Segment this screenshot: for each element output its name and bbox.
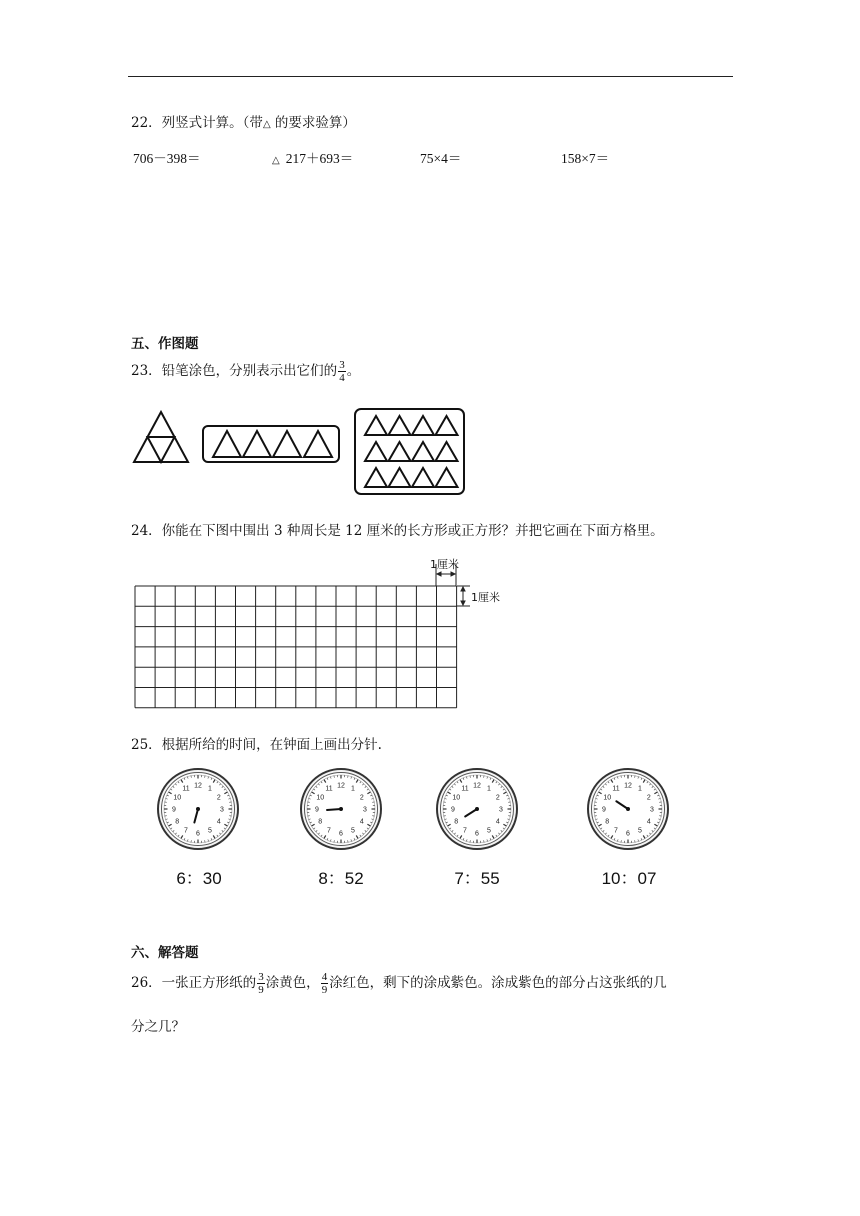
clock-center <box>339 807 343 811</box>
clock-face-4[interactable] <box>583 764 673 854</box>
check-mark-icon: △ <box>272 155 280 166</box>
clock-number: 9 <box>172 806 176 814</box>
clock-face-3[interactable] <box>432 764 522 854</box>
cm-label-vertical: 1厘米 <box>471 591 500 604</box>
clock-number: 3 <box>363 806 367 814</box>
clock-number: 5 <box>351 827 355 835</box>
clock-number: 9 <box>451 806 455 814</box>
clock-number: 3 <box>499 806 503 814</box>
clock-number: 11 <box>461 785 469 793</box>
clock-label-2: 8：52 <box>318 869 364 888</box>
small-triangle[interactable] <box>412 416 434 435</box>
clock-number: 12 <box>337 782 345 790</box>
section-6-title: 六、解答题 <box>131 945 199 961</box>
cm-marker-vertical <box>457 586 470 606</box>
expression-1: 706－398＝ <box>133 151 201 166</box>
clock-number: 4 <box>359 818 364 826</box>
clock-number: 5 <box>208 827 212 835</box>
clock-number: 3 <box>220 806 224 814</box>
expression-4: 158×7＝ <box>561 151 610 166</box>
small-triangle[interactable] <box>436 416 458 435</box>
small-triangle[interactable] <box>389 468 411 487</box>
question-23-title: 23．铅笔涂色，分别表示出它们的 $\frac{3}{4}$ 。 <box>131 359 361 384</box>
clock-face-2[interactable] <box>296 764 386 854</box>
clock-number: 1 <box>351 785 355 793</box>
q23-figures <box>130 405 470 500</box>
clock-center <box>196 807 200 811</box>
clock-number: 12 <box>473 782 481 790</box>
fraction-three-ninths: $\frac{3}{9}$ <box>258 971 264 996</box>
clock-number: 6 <box>339 830 343 838</box>
small-triangle[interactable] <box>412 442 434 461</box>
clock-number: 2 <box>216 794 221 802</box>
clock-number: 11 <box>612 785 620 793</box>
small-triangle[interactable] <box>436 468 458 487</box>
header-rule <box>128 76 733 77</box>
clock-center <box>626 807 630 811</box>
hour-hand <box>327 809 341 810</box>
clock-number: 2 <box>359 794 364 802</box>
clock-number: 5 <box>487 827 491 835</box>
cm-label-horizontal: 1厘米 <box>430 558 459 571</box>
fraction-four-ninths: $\frac{4}{9}$ <box>321 971 328 996</box>
clock-number: 6 <box>626 830 630 838</box>
four-triangles-box[interactable] <box>203 426 339 462</box>
clock-face-1[interactable] <box>153 764 243 854</box>
clock-number: 6 <box>475 830 479 838</box>
question-25-title: 25．根据所给的时间，在钟面上画出分针. <box>131 737 382 753</box>
clock-number: 1 <box>487 785 491 793</box>
clock-number: 7 <box>463 827 467 835</box>
clock-number: 11 <box>182 785 190 793</box>
clock-number: 10 <box>603 794 612 802</box>
clock-number: 4 <box>495 818 500 826</box>
clock-number: 2 <box>646 794 651 802</box>
clock-center <box>475 807 479 811</box>
clock-label-4: 10：07 <box>601 869 657 888</box>
square-grid[interactable] <box>130 552 510 717</box>
clock-number: 8 <box>605 818 610 826</box>
expression-3: 75×4＝ <box>420 151 462 166</box>
clock-number: 6 <box>196 830 200 838</box>
clock-number: 2 <box>495 794 500 802</box>
expression-2: △ 217＋693＝ <box>272 151 354 166</box>
clock-number: 8 <box>175 818 180 826</box>
small-triangle[interactable] <box>365 468 387 487</box>
clock-number: 12 <box>194 782 202 790</box>
small-triangle[interactable] <box>389 442 411 461</box>
twelve-triangles-box[interactable] <box>355 409 464 494</box>
clock-number: 10 <box>452 794 461 802</box>
clock-label-1: 6：30 <box>176 869 222 888</box>
small-triangle[interactable] <box>389 416 411 435</box>
clock-number: 8 <box>454 818 459 826</box>
question-26-line-1: 26．一张正方形纸的 $\frac{3}{9}$ 涂黄色， $\frac{4}{9}$ 涂红色，剩下的涂成紫色。涂成紫色的部分占这张纸的几 <box>131 971 667 996</box>
clock-number: 12 <box>624 782 632 790</box>
clock-number: 4 <box>216 818 221 826</box>
question-26-line-2: 分之几？ <box>131 1019 185 1035</box>
small-triangle[interactable] <box>365 416 387 435</box>
fraction-three-quarters: $\frac{3}{4}$ <box>339 359 345 384</box>
clock-number: 1 <box>208 785 212 793</box>
clock-label-3: 7：55 <box>454 869 500 888</box>
clock-number: 3 <box>650 806 654 814</box>
clock-number: 7 <box>327 827 331 835</box>
question-24-title: 24．你能在下图中围出 3 种周长是 12 厘米的长方形或正方形？并把它画在下面方格里。 <box>131 523 664 539</box>
clock-number: 4 <box>646 818 651 826</box>
clock-number: 9 <box>602 806 606 814</box>
triangle-split-figure[interactable] <box>134 412 188 462</box>
clock-number: 9 <box>315 806 319 814</box>
small-triangle[interactable] <box>436 442 458 461</box>
clock-number: 5 <box>638 827 642 835</box>
small-triangle[interactable] <box>365 442 387 461</box>
clock-number: 10 <box>173 794 182 802</box>
small-triangle[interactable] <box>412 468 434 487</box>
section-5-title: 五、作图题 <box>131 336 199 352</box>
clock-number: 7 <box>614 827 618 835</box>
clock-number: 11 <box>325 785 333 793</box>
question-22-title: 22．列竖式计算。（带△ 的要求验算） <box>131 115 356 131</box>
clock-number: 10 <box>316 794 325 802</box>
clock-number: 7 <box>184 827 188 835</box>
clock-number: 1 <box>638 785 642 793</box>
clock-number: 8 <box>318 818 323 826</box>
